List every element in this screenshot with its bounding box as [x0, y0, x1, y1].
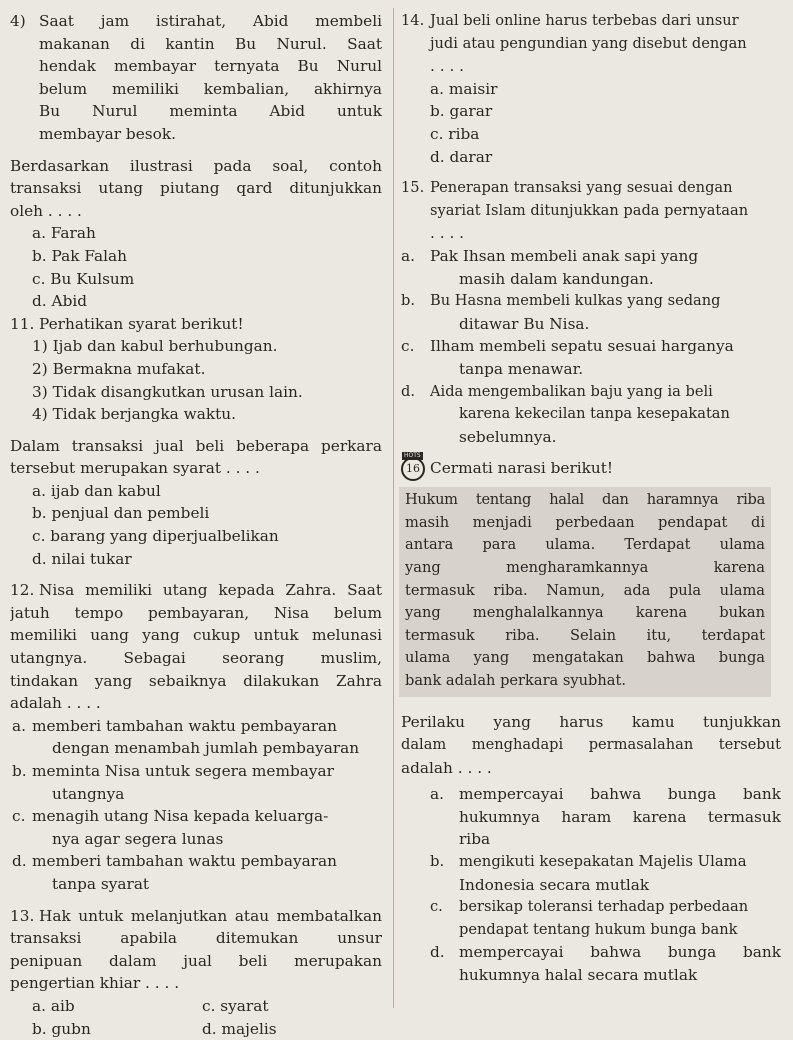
question-text: makanan di kantin Bu Nurul. Saat	[39, 34, 382, 53]
narrative-text: yang menghalalkannya karena bukan	[405, 604, 765, 622]
option-d[interactable]: d. Aida mengembalikan baju yang ia beli	[401, 382, 713, 400]
question-16: HOTS 16 Cermati narasi berikut! Hukum tentang halal dan haramnya riba masih menjadi perbedaan pendapat di antara para ulama. Terdapat ulama yang mengharamkannya karena termasuk riba. Namun, ada pula ulama yang menghalalkannya karena bukan termasuk riba. Selain itu, terdapat ulama yang mengatakan bahwa bunga bank adalah perkara syubhat. Perilaku yang harus kamu tunjukkan dalam menghadapi permasalahan tersebut adalah . . . . a. mempercayai bahwa bunga bank hukumnya haram karena termasuk riba b. mengikuti kesepakatan Majelis Ulama Indonesia secara mutlak c. bersikap toleransi terhadap perbedaan pendapat tentang hukum bunga bank d. mempercayai bahwa bunga bank hukumnya halal secara mutlak	[401, 452, 781, 984]
narrative-text: antara para ulama. Terdapat ulama	[405, 536, 765, 554]
option[interactable]: d. darar	[430, 147, 493, 166]
condition-item: 2) Bermakna mufakat.	[32, 359, 206, 378]
option[interactable]: b. penjual dan pembeli	[32, 504, 210, 523]
column-divider	[393, 8, 394, 1008]
question-prompt: Perilaku yang harus kamu tunjukkan	[401, 713, 781, 732]
question-number: 15.	[401, 179, 425, 197]
question-text: Jual beli online harus terbebas dari unsur	[430, 12, 739, 29]
option[interactable]: c. riba	[430, 124, 480, 143]
option[interactable]: a. maisir	[430, 79, 498, 98]
narrative-text: ulama yang mengatakan bahwa bunga	[405, 649, 765, 667]
option[interactable]: c. syarat	[202, 996, 269, 1015]
option[interactable]: c. barang yang diperjualbelikan	[32, 527, 279, 546]
option[interactable]: b. gubn	[32, 1019, 91, 1038]
question-text: Saat jam istirahat, Abid membeli	[39, 12, 382, 30]
condition-item: 4) Tidak berjangka waktu.	[32, 405, 236, 424]
question-text: penipuan dalam jual beli merupakan	[10, 951, 382, 970]
option[interactable]: a. aib	[32, 996, 75, 1015]
question-text: utangnya. Sebagai seorang muslim,	[10, 649, 382, 668]
option-b[interactable]: b. meminta Nisa untuk segera membayar	[12, 762, 334, 780]
question-number: 4)	[10, 12, 26, 30]
question-prompt: transaksi utang piutang qard ditunjukkan	[10, 179, 382, 198]
question-text: pengertian khiar . . . .	[10, 974, 180, 993]
option[interactable]: c. Bu Kulsum	[32, 269, 135, 288]
question-number: 16	[406, 462, 420, 476]
option-c[interactable]: c. bersikap toleransi terhadap perbedaan	[430, 898, 749, 916]
left-column	[10, 10, 382, 1040]
narrative-box	[399, 487, 771, 697]
right-column	[401, 10, 781, 987]
option-c[interactable]: c. Ilham membeli sepatu sesuai harganya	[401, 337, 734, 356]
question-text: memiliki uang yang cukup untuk melunasi	[10, 626, 382, 645]
question-number: 14.	[401, 12, 425, 29]
question-number: 11.	[10, 314, 35, 333]
question-text: Bu Nurul meminta Abid untuk	[39, 102, 382, 121]
option[interactable]: b. garar	[430, 102, 493, 121]
condition-item: 1) Ijab dan kabul berhubungan.	[32, 337, 278, 356]
narrative-text: termasuk riba. Namun, ada pula ulama	[405, 581, 765, 599]
narrative-text: termasuk riba. Selain itu, terdapat	[405, 626, 765, 644]
condition-item: 3) Tidak disangkutkan urusan lain.	[32, 382, 303, 401]
question-11	[10, 313, 382, 571]
question-4	[10, 10, 382, 313]
question-14	[401, 10, 781, 168]
option[interactable]: b. Pak Falah	[32, 246, 127, 265]
option[interactable]: d. majelis	[202, 1019, 277, 1038]
question-text: judi atau pengundian yang disebut dengan	[430, 34, 747, 52]
hots-badge-icon: HOTS 16	[401, 457, 425, 481]
option[interactable]: d. nilai tukar	[32, 549, 132, 568]
question-text: Penerapan transaksi yang sesuai dengan	[430, 179, 733, 197]
option-c[interactable]: c. menagih utang Nisa kepada keluarga-	[12, 807, 329, 826]
question-text: tindakan yang sebaiknya dilakukan Zahra	[10, 671, 382, 690]
option-d[interactable]: d. mempercayai bahwa bunga bank	[430, 943, 781, 962]
question-text: membayar besok.	[39, 124, 176, 143]
question-text: Cermati narasi berikut!	[430, 459, 614, 478]
question-text: adalah . . . .	[10, 694, 101, 713]
option[interactable]: a. Farah	[32, 224, 96, 243]
narrative-text: yang mengharamkannya karena	[405, 559, 765, 577]
question-text: jatuh tempo pembayaran, Nisa belum	[10, 603, 382, 622]
question-prompt: dalam menghadapi permasalahan tersebut	[401, 736, 781, 754]
option-a[interactable]: a. Pak Ihsan membeli anak sapi yang	[401, 246, 699, 265]
question-prompt: tersebut merupakan syarat . . . .	[10, 459, 260, 478]
option[interactable]: d. Abid	[32, 292, 88, 311]
question-number: 13.	[10, 906, 35, 925]
narrative-text: masih menjadi perbedaan pendapat di	[405, 513, 765, 531]
question-13	[10, 905, 382, 1040]
question-text: Hak untuk melanjutkan atau membatalkan	[39, 906, 382, 925]
narrative-text: Hukum tentang halal dan haramnya riba	[405, 491, 765, 509]
question-text: transaksi apabila ditemukan unsur	[10, 929, 382, 948]
option-d[interactable]: d. memberi tambahan waktu pembayaran	[12, 852, 337, 871]
question-prompt: Dalam transaksi jual beli beberapa perkara	[10, 436, 382, 455]
question-12: 12. Nisa memiliki utang kepada Zahra. Saat jatuh tempo pembayaran, Nisa belum memiliki uang yang cukup untuk melunasi utangnya. Sebagai seorang muslim, tindakan yang sebaiknya dilakukan Zahra adalah . . . . a. memberi tambahan waktu pembayaran dengan menambah jumlah pembayaran b. meminta Nisa untuk segera membayar utangnya c. menagih utang Nisa kepada keluarga- nya agar segera lunas d. memberi tambahan waktu pembayaran tanpa syarat	[10, 581, 382, 893]
question-prompt: adalah . . . .	[401, 758, 492, 777]
option-b[interactable]: b. Bu Hasna membeli kulkas yang sedang	[401, 292, 721, 310]
question-text: hendak membayar ternyata Bu Nurul	[39, 57, 382, 76]
question-15: 15. Penerapan transaksi yang sesuai dengan syariat Islam ditunjukkan pada pernyataan . . . . a. Pak Ihsan membeli anak sapi yang masih dalam kandungan. b. Bu Hasna membeli kulkas yang sedang ditawar Bu Nisa. c. Ilham membeli sepatu sesuai harganya tanpa menawar. d. Aida mengembalikan baju yang ia beli karena kekecilan tanpa kesepakatan sebelumnya.	[401, 177, 781, 448]
question-text: . . . .	[430, 224, 465, 243]
question-prompt: Berdasarkan ilustrasi pada soal, contoh	[10, 156, 382, 175]
question-text: syariat Islam ditunjukkan pada pernyataan	[430, 201, 749, 219]
question-number: 12.	[10, 581, 35, 600]
option[interactable]: a. ijab dan kabul	[32, 481, 161, 500]
question-prompt: oleh . . . .	[10, 201, 82, 220]
question-text: belum memiliki kembalian, akhirnya	[39, 79, 382, 98]
question-text: Nisa memiliki utang kepada Zahra. Saat	[39, 581, 382, 600]
option-b[interactable]: b. mengikuti kesepakatan Majelis Ulama	[430, 853, 747, 870]
option-a[interactable]: a. memberi tambahan waktu pembayaran	[12, 716, 337, 735]
narrative-text: bank adalah perkara syubhat.	[405, 672, 626, 690]
question-text: . . . .	[430, 57, 465, 76]
question-text: Perhatikan syarat berikut!	[39, 314, 244, 333]
option-a[interactable]: a. mempercayai bahwa bunga bank	[430, 785, 781, 804]
